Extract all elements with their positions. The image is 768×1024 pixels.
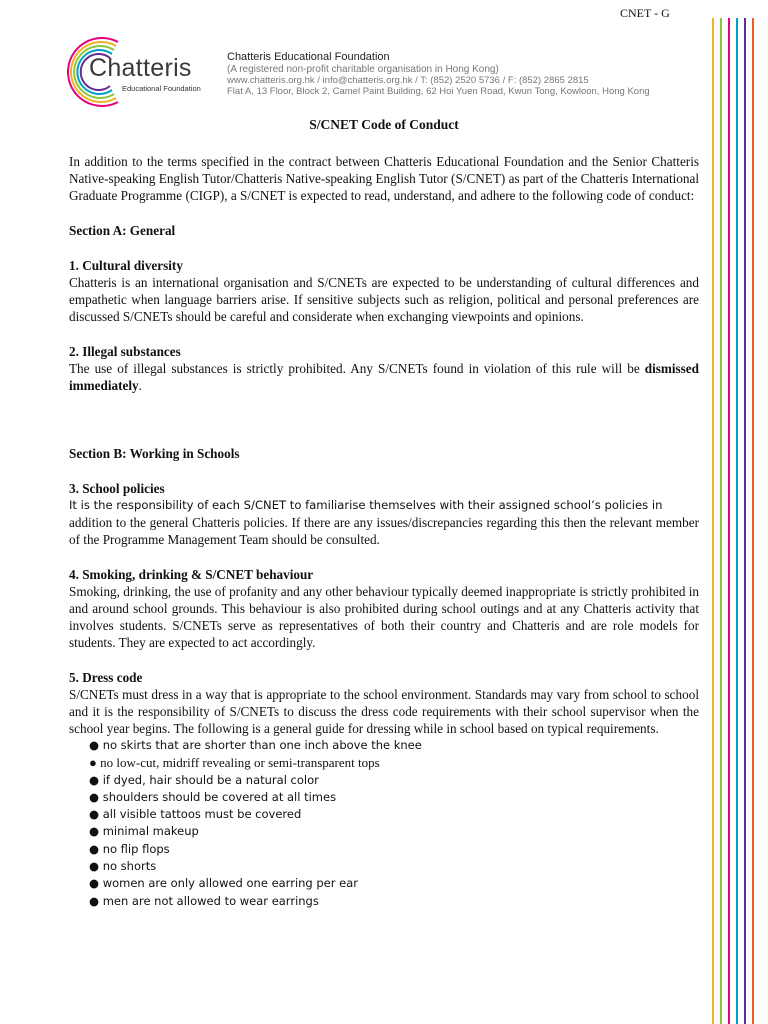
org-name: Chatteris Educational Foundation (227, 51, 390, 63)
list-item: ● no shorts (89, 858, 699, 875)
stripe (752, 18, 754, 1024)
dress-code-list (69, 737, 699, 910)
logo-wordmark: Chatteris (89, 54, 192, 82)
list-item: ● no flip flops (89, 841, 699, 858)
document-body (69, 153, 699, 910)
list-item: ● men are not allowed to wear earrings (89, 893, 699, 910)
item-4-text: Smoking, drinking, the use of profanity and any other behaviour typically deemed inappropriate is strictly prohibited in and around school grounds. This behaviour is also prohibited during school outings and at any Chatteris activity that involves students. S/CNETs serve as representatives of both their country and Chatteris and are role models for students. They are expected to act accordingly. (69, 584, 699, 650)
list-item: ● shoulders should be covered at all times (89, 789, 699, 806)
org-registration: (A registered non-profit charitable organisation in Hong Kong) (227, 64, 499, 75)
list-item: ● all visible tattoos must be covered (89, 806, 699, 823)
item-1-text: Chatteris is an international organisation and S/CNETs are expected to be understanding of cultural differences and empathetic when language barriers arise. If sensitive subjects such as religion, political and personal preferences are discussed S/CNETs should be careful and considerate when exchanging viewpoints and opinions. (69, 275, 699, 324)
document-code: CNET - G (620, 6, 670, 20)
item-3-line-1: It is the responsibility of each S/CNET to familiarise themselves with their assigned school’s policies in (69, 498, 663, 512)
list-item: ● no skirts that are shorter than one inch above the knee (89, 737, 699, 754)
list-item: ● women are only allowed one earring per ear (89, 875, 699, 892)
item-2-text (69, 360, 699, 394)
list-item: ● minimal makeup (89, 823, 699, 840)
logo-subtitle: Educational Foundation (122, 84, 201, 93)
item-2-text-start: The use of illegal substances is strictly prohibited. Any S/CNETs found in violation of this rule will be (69, 361, 645, 376)
item-2-heading: 2. Illegal substances (69, 344, 181, 359)
item-4-heading: 4. Smoking, drinking & S/CNET behaviour (69, 567, 314, 582)
item-2-text-end: . (138, 378, 142, 393)
intro-paragraph: In addition to the terms specified in the contract between Chatteris Educational Foundation and the Senior Chatteris Native-speaking English Tutor/Chatteris Native-speaking English Tutor (S/CNET) as part of the Chatteris International Graduate Programme (CIGP), a S/CNET is expected to read, understand, and adhere to the following code of conduct: (69, 154, 699, 203)
section-a-heading: Section A: General (69, 223, 176, 238)
item-3-heading: 3. School policies (69, 481, 165, 496)
stripe (728, 18, 730, 1024)
list-item: ● no low-cut, midriff revealing or semi-transparent tops (89, 754, 699, 771)
organisation-header (227, 51, 697, 97)
chatteris-logo (56, 32, 216, 106)
item-5-heading: 5. Dress code (69, 670, 143, 685)
item-3-text: addition to the general Chatteris policies. If there are any issues/discrepancies regarding this then the relevant member of the Programme Management Team should be consulted. (69, 515, 699, 547)
item-5-text: S/CNETs must dress in a way that is appropriate to the school environment. Standards may vary from school to school and it is the responsibility of S/CNETs to discuss the dress code requirements with their school supervisor when the school year begins. The following is a general guide for dressing while in school based on typical requirements. (69, 687, 699, 736)
section-b-heading: Section B: Working in Schools (69, 446, 240, 461)
stripe (720, 18, 722, 1024)
org-contact: www.chatteris.org.hk / info@chatteris.org.hk / T: (852) 2520 5736 / F: (852) 2865 2815 (227, 75, 589, 86)
item-1-heading: 1. Cultural diversity (69, 258, 183, 273)
list-item: ● if dyed, hair should be a natural color (89, 772, 699, 789)
org-address: Flat A, 13 Floor, Block 2, Camel Paint Building, 62 Hoi Yuen Road, Kwun Tong, Kowloon, Hong Kong (227, 86, 650, 97)
stripe (744, 18, 746, 1024)
page-title: S/CNET Code of Conduct (309, 117, 459, 132)
stripe (736, 18, 738, 1024)
decorative-stripes (712, 18, 758, 1024)
stripe (712, 18, 714, 1024)
item-2-text-bold: dismissed immediately (69, 361, 699, 393)
